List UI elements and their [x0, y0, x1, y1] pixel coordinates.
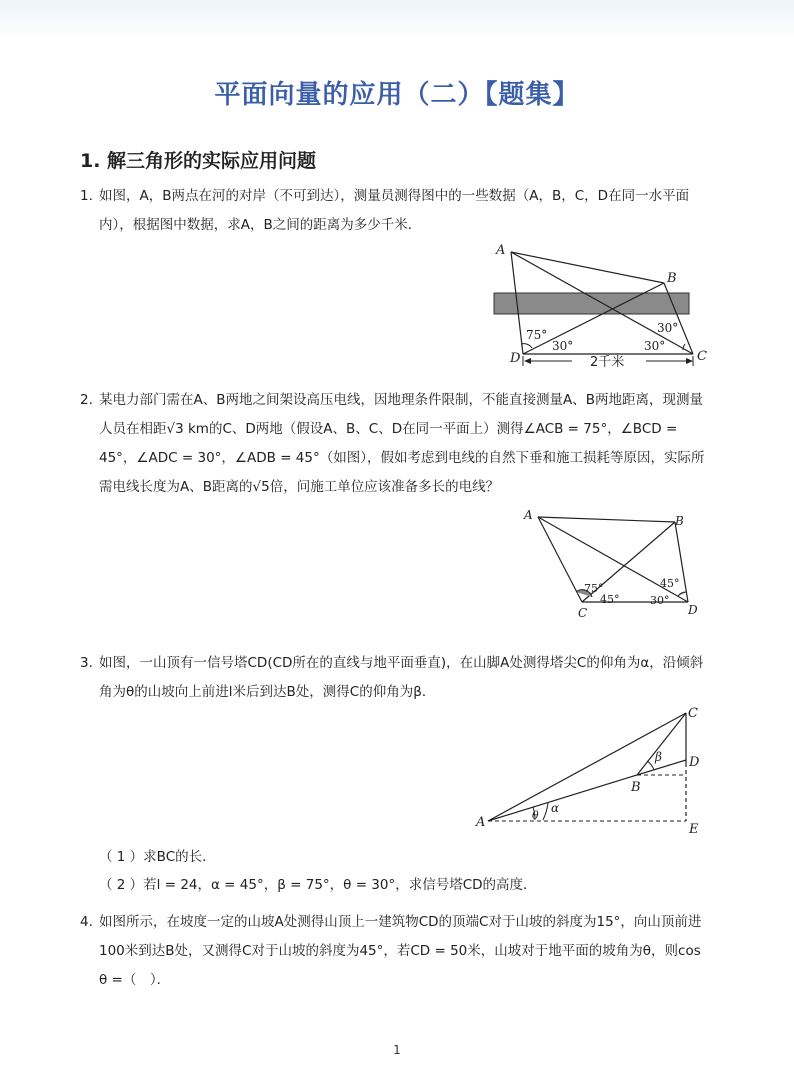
problem-1-number: 1. [80, 188, 93, 204]
problem-1-figure [484, 238, 710, 370]
river-band [494, 293, 689, 314]
p3-label-b: B [631, 780, 641, 795]
problem-2-figure [520, 505, 710, 623]
page-number: 1 [393, 1043, 401, 1057]
p3-label-e: E [689, 822, 699, 837]
p2-angle-45-d: 45° [660, 577, 680, 590]
problem-3-sub-2: （ 2 ）若l = 24，α = 45°，β = 75°，θ = 30°，求信号塔CD的高度． [99, 877, 537, 893]
p3-angle-theta: θ [532, 809, 539, 822]
p2-label-d: D [688, 603, 698, 617]
problem-4-text: 如图所示，在坡度一定的山坡A处测得山顶上一建筑物CD的顶端C对于山坡的斜度为15°，向山顶前进100米到达B处，又测得C对于山坡的斜度为45°，若CD = 50米，山坡对于地平面的坡角为θ，则cos θ =（ ）． [99, 914, 702, 988]
p2-label-c: C [578, 606, 588, 620]
p1-angle-30-d: 30° [552, 339, 574, 353]
p3-label-d: D [689, 755, 700, 770]
header-band [0, 0, 794, 38]
p1-label-d: D [510, 351, 521, 366]
problem-2-text: 某电力部门需在A、B两地之间架设高压电线，因地理条件限制，不能直接测量A、B两地距离，现测量人员在相距√3 km的C、D两地（假设A、B、C、D在同一平面上）测得∠ACB = 75°，∠BCD = 45°，∠ADC = 30°，∠ADB = 45°（如图），假如考虑到电线的自然下垂和施工损耗等原因，实际所需电线长度为A、B距离的√5倍，问施工单位应该准备多长的电线？ [99, 392, 705, 495]
p1-label-c: C [697, 349, 707, 364]
p3-label-a: A [476, 815, 486, 830]
p1-distance-label: 2千米 [590, 355, 625, 370]
p1-label-b: B [667, 271, 677, 286]
p2-angle-75: 75° [584, 582, 604, 595]
problem-3-text: 如图，一山顶有一信号塔CD(CD所在的直线与地平面垂直)，在山脚A处测得塔尖C的仰角为α，沿倾斜角为θ的山坡向上前进l米后到达B处，测得C的仰角为β． [99, 655, 704, 700]
problem-2-number: 2. [80, 392, 93, 408]
p2-label-b: B [675, 514, 684, 528]
problem-3-figure [474, 703, 710, 837]
problem-1-text: 如图，A，B两点在河的对岸（不可到达），测量员测得图中的一些数据（A，B，C，D在同一水平面内），根据图中数据，求A，B之间的距离为多少千米． [99, 188, 690, 233]
p2-label-a: A [524, 508, 533, 522]
p3-angle-alpha: α [551, 801, 560, 815]
page-title: 平面向量的应用（二）【题集】 [214, 80, 580, 110]
problem-3-sub-1: （ 1 ）求BC的长． [99, 849, 216, 865]
p1-angle-30-c-high: 30° [657, 321, 679, 335]
p2-angle-30: 30° [650, 594, 670, 607]
p2-angle-45-c: 45° [600, 593, 620, 606]
p3-angle-beta: β [655, 750, 662, 764]
p1-angle-75: 75° [526, 328, 548, 342]
section-title: 1. 解三角形的实际应用问题 [80, 150, 317, 172]
p1-label-a: A [496, 243, 506, 258]
problem-4-number: 4. [80, 914, 93, 930]
p3-label-c: C [688, 706, 698, 721]
p1-angle-30-c-low: 30° [644, 339, 666, 353]
problem-3-number: 3. [80, 655, 93, 671]
